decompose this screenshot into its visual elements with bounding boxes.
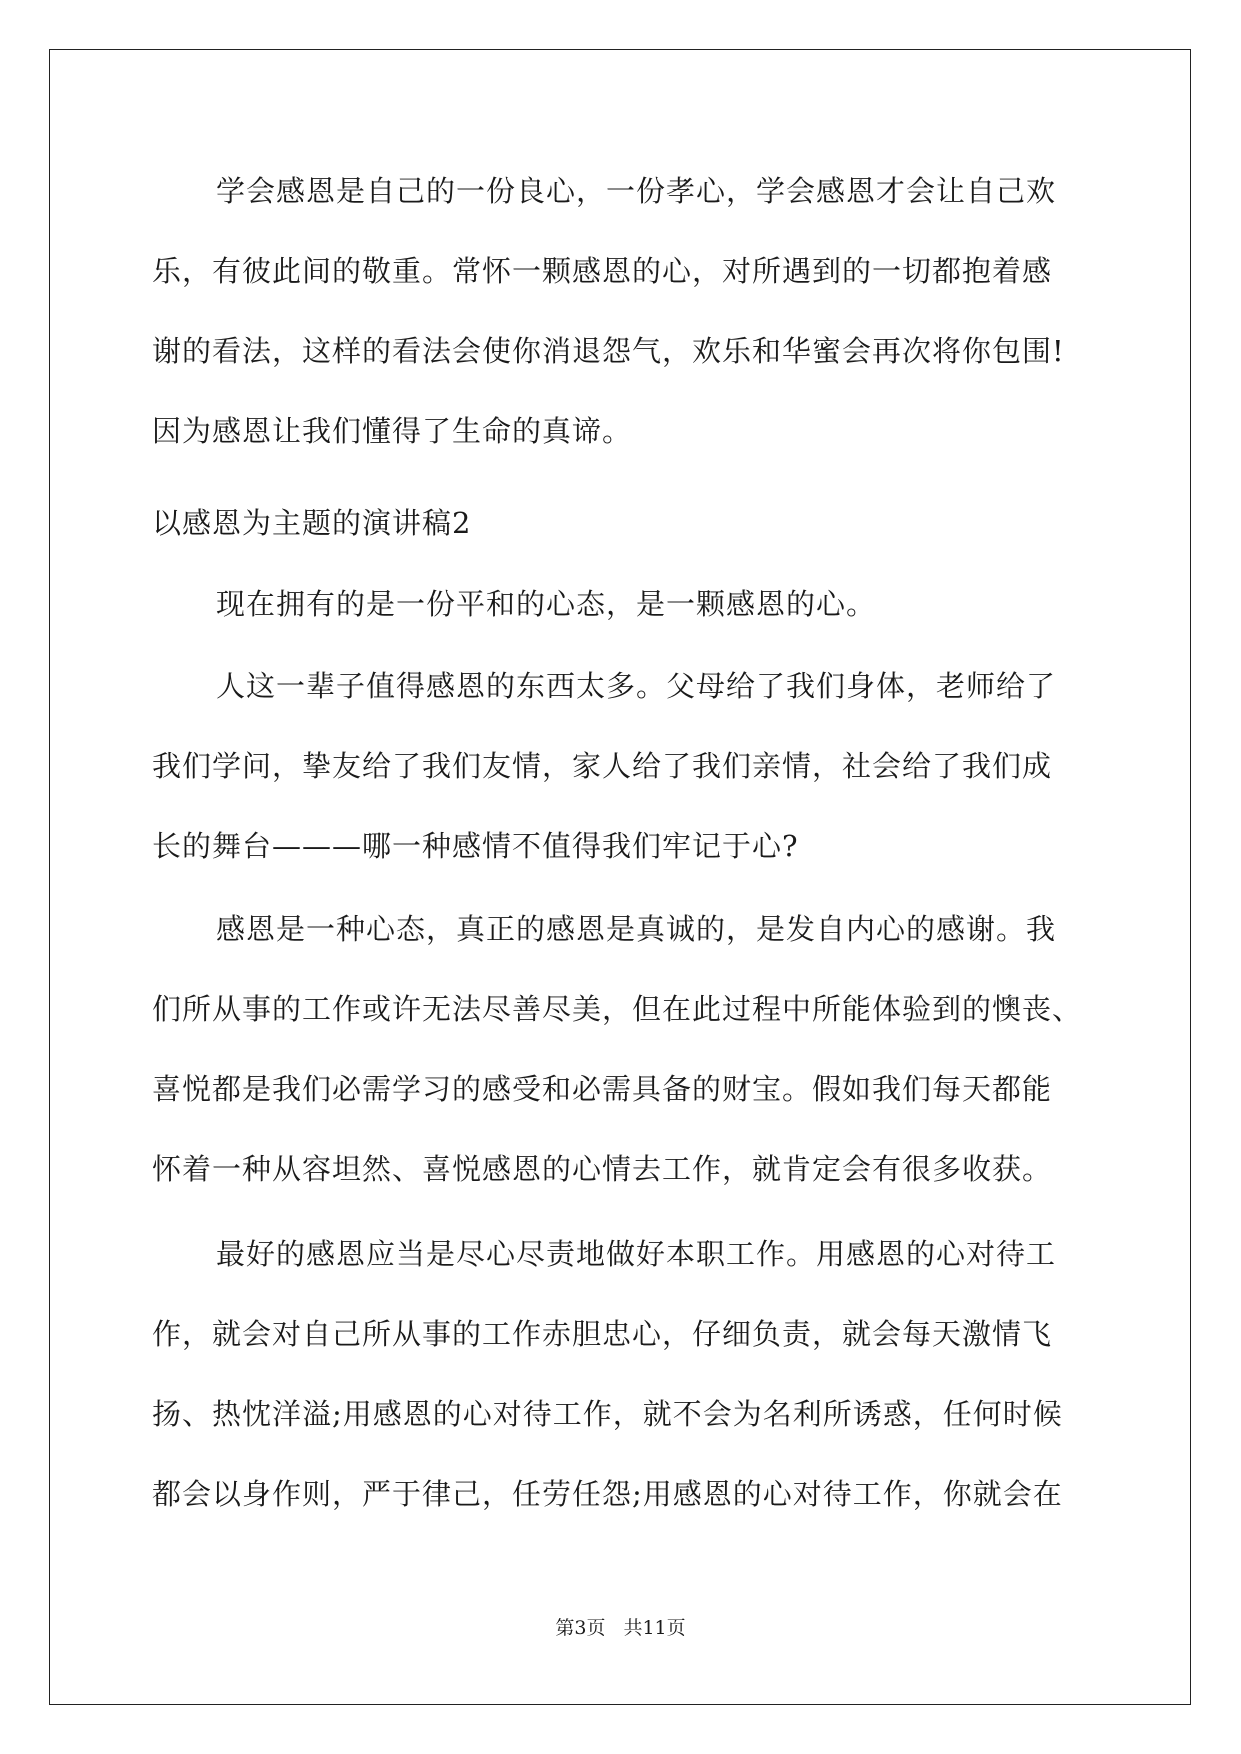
paragraph-line: 喜悦都是我们必需学习的感受和必需具备的财宝。假如我们每天都能	[152, 1072, 1053, 1106]
paragraph-line: 因为感恩让我们懂得了生命的真谛。	[152, 414, 633, 448]
paragraph-line: 乐，有彼此间的敬重。常怀一颗感恩的心，对所遇到的一切都抱着感	[152, 254, 1053, 288]
paragraph-line: 们所从事的工作或许无法尽善尽美，但在此过程中所能体验到的懊丧、	[152, 992, 1083, 1026]
paragraph-line: 人这一辈子值得感恩的东西太多。父母给了我们身体，老师给了	[216, 669, 1057, 703]
paragraph-line: 作，就会对自己所从事的工作赤胆忠心，仔细负责，就会每天激情飞	[152, 1317, 1053, 1351]
paragraph-line: 扬、热忱洋溢;用感恩的心对待工作，就不会为名利所诱惑，任何时候	[152, 1397, 1063, 1431]
page-footer	[0, 1613, 1241, 1640]
page-border	[49, 49, 1191, 1705]
paragraph-line: 我们学问，挚友给了我们友情，家人给了我们亲情，社会给了我们成	[152, 749, 1053, 783]
paragraph-line: 长的舞台———哪一种感情不值得我们牢记于心?	[152, 829, 799, 863]
section-heading: 以感恩为主题的演讲稿2	[152, 506, 472, 540]
paragraph-line: 怀着一种从容坦然、喜悦感恩的心情去工作，就肯定会有很多收获。	[152, 1152, 1053, 1186]
paragraph-line: 感恩是一种心态，真正的感恩是真诚的，是发自内心的感谢。我	[216, 912, 1057, 946]
paragraph-line: 现在拥有的是一份平和的心态，是一颗感恩的心。	[216, 587, 877, 621]
total-pages: 共11页	[623, 1617, 686, 1639]
paragraph-line: 都会以身作则，严于律己，任劳任怨;用感恩的心对待工作，你就会在	[152, 1477, 1063, 1511]
page-number: 第3页	[555, 1617, 606, 1639]
paragraph-line: 谢的看法，这样的看法会使你消退怨气，欢乐和华蜜会再次将你包围!	[152, 334, 1065, 368]
paragraph-line: 学会感恩是自己的一份良心，一份孝心，学会感恩才会让自己欢	[216, 174, 1057, 208]
paragraph-line: 最好的感恩应当是尽心尽责地做好本职工作。用感恩的心对待工	[216, 1237, 1057, 1271]
